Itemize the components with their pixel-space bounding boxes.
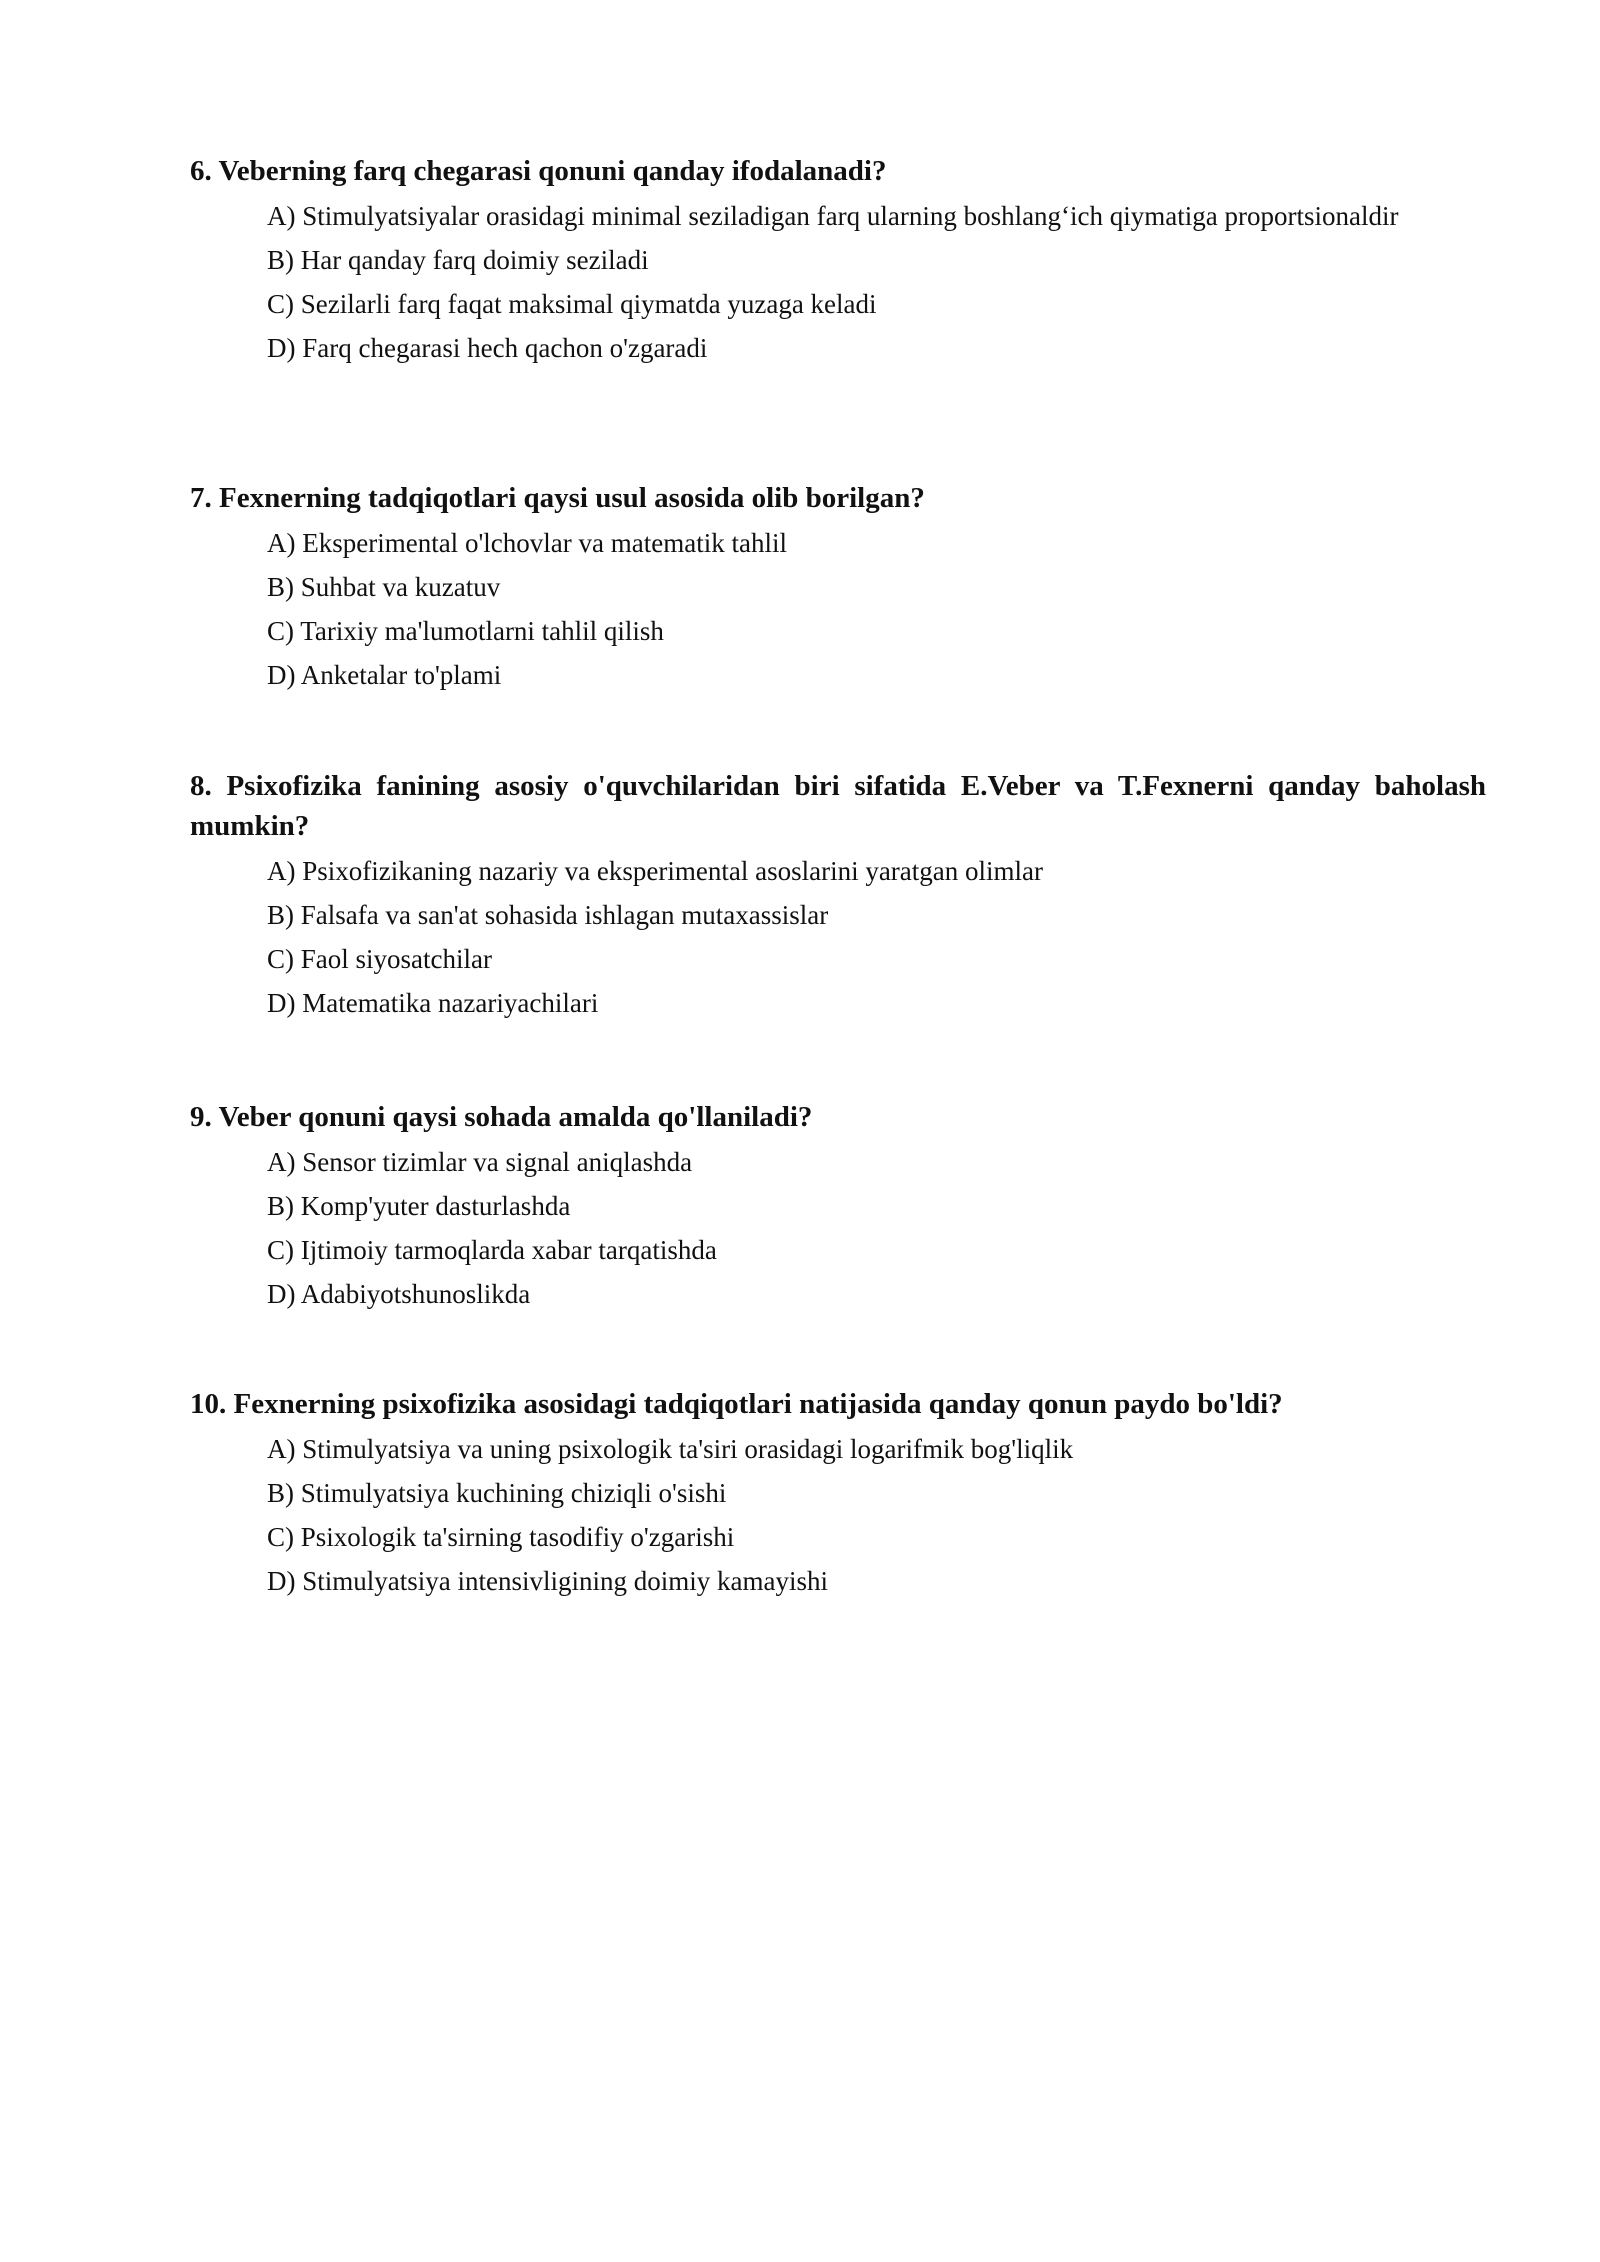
answer-option-d: D) Farq chegarasi hech qachon o'zgaradi (267, 333, 708, 363)
answer-option-d: D) Matematika nazariyachilari (267, 988, 599, 1018)
answer-option-b: B) Falsafa va san'at sohasida ishlagan mutaxassislar (267, 900, 829, 930)
answer-option-b: B) Har qanday farq doimiy seziladi (267, 245, 649, 275)
answer-option-a: A) Psixofizikaning nazariy va eksperimental asoslarini yaratgan olimlar (267, 856, 1043, 886)
answer-options (190, 518, 1486, 695)
question-title: 9. Veber qonuni qaysi sohada amalda qo'llaniladi? (190, 1101, 813, 1133)
answer-option-c: C) Faol siyosatchilar (267, 944, 492, 974)
question-title: 7. Fexnerning tadqiqotlari qaysi usul asosida olib borilgan? (190, 482, 925, 514)
question-title: 6. Veberning farq chegarasi qonuni qanday ifodalanadi? (190, 155, 887, 187)
answer-option-b: B) Komp'yuter dasturlashda (267, 1191, 571, 1221)
question-6 (190, 151, 1486, 373)
answer-option-a: A) Stimulyatsiya va uning psixologik ta'siri orasidagi logarifmik bog'liqlik (267, 1434, 1074, 1464)
answer-option-b: B) Suhbat va kuzatuv (267, 572, 501, 602)
answer-option-c: C) Ijtimoiy tarmoqlarda xabar tarqatishda (267, 1235, 717, 1265)
answer-options (190, 191, 1486, 368)
question-10 (190, 1384, 1486, 1606)
answer-option-c: C) Tarixiy ma'lumotlarni tahlil qilish (267, 616, 664, 646)
answer-option-d: D) Anketalar to'plami (267, 660, 502, 690)
question-8 (190, 766, 1486, 1028)
question-title: 10. Fexnerning psixofizika asosidagi tadqiqotlari natijasida qanday qonun paydo bo'ldi? (190, 1388, 1283, 1420)
answer-options (190, 846, 1486, 1023)
question-7 (190, 478, 1486, 700)
answer-options (190, 1137, 1486, 1314)
answer-option-c: C) Sezilarli farq faqat maksimal qiymatda yuzaga keladi (267, 289, 877, 319)
answer-option-d: D) Adabiyotshunoslikda (267, 1279, 531, 1309)
answer-option-d: D) Stimulyatsiya intensivligining doimiy kamayishi (267, 1566, 828, 1596)
answer-option-a: A) Stimulyatsiyalar orasidagi minimal seziladigan farq ularning boshlang‘ich qiymatiga proportsionaldir (267, 201, 1399, 231)
answer-option-c: C) Psixologik ta'sirning tasodifiy o'zgarishi (267, 1522, 735, 1552)
question-9 (190, 1097, 1486, 1319)
answer-option-b: B) Stimulyatsiya kuchining chiziqli o'sishi (267, 1478, 727, 1508)
answer-option-a: A) Eksperimental o'lchovlar va matematik tahlil (267, 528, 787, 558)
answer-options (190, 1424, 1486, 1601)
answer-option-a: A) Sensor tizimlar va signal aniqlashda (267, 1147, 693, 1177)
question-title: 8. Psixofizika fanining asosiy o'quvchilaridan biri sifatida E.Veber va T.Fexnerni qanday baholash mumkin? (190, 770, 1486, 842)
